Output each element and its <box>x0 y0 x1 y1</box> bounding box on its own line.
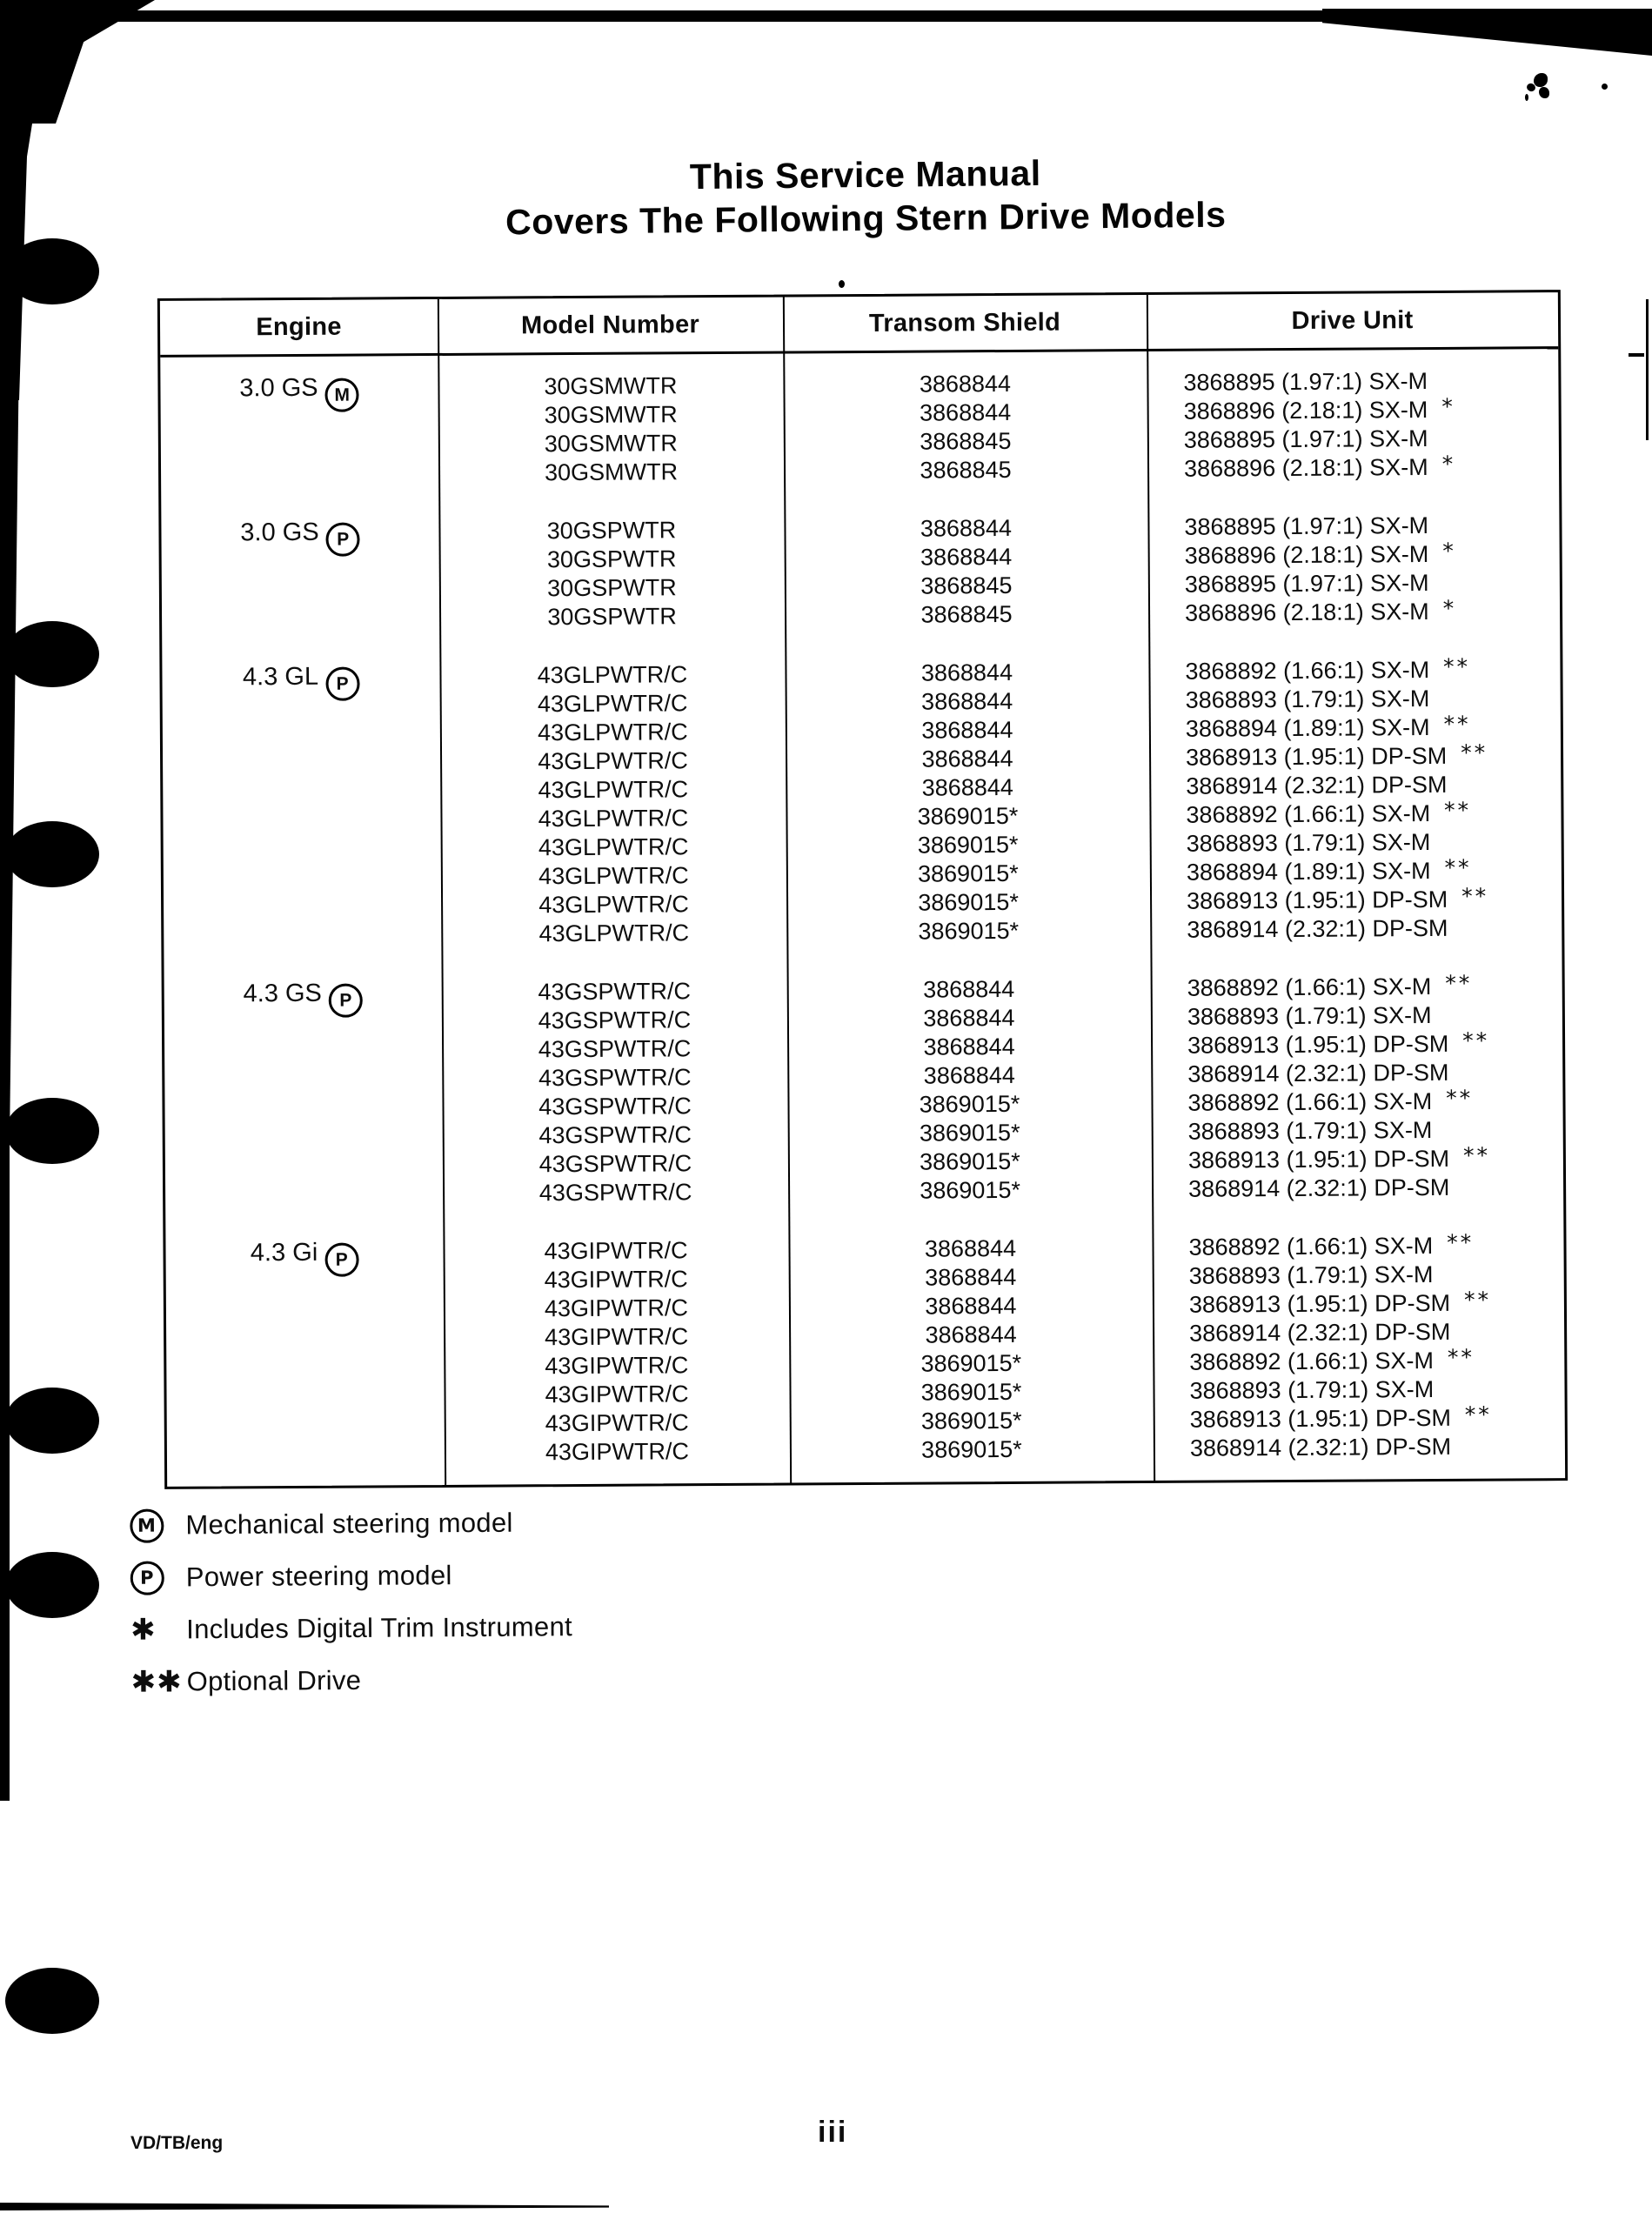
engine-cell <box>164 979 444 1210</box>
model-number: 30GSPWTR <box>546 517 677 545</box>
drive-unit-text: 3868896 (2.18:1) SX-M <box>1183 454 1428 482</box>
model-number: 43GIPWTR/C <box>545 1438 690 1466</box>
page-title <box>78 145 1652 249</box>
scan-speck <box>1629 353 1644 357</box>
drive-unit-entry <box>1187 827 1562 859</box>
model-number-cell <box>438 371 784 488</box>
scan-left-edge-strip <box>0 1114 10 1801</box>
transom-shield-number: 3868844 <box>921 716 1013 744</box>
engine-cell <box>161 518 439 634</box>
model-number: 43GSPWTR/C <box>538 1179 692 1207</box>
drive-unit-text: 3868892 (1.66:1) SX-M <box>1188 1233 1434 1261</box>
model-number: 43GLPWTR/C <box>538 862 689 890</box>
option-note-asterisk: ** <box>1461 739 1488 766</box>
drive-unit-entry <box>1184 511 1559 542</box>
model-number-cell <box>442 977 789 1208</box>
binder-hole <box>5 1388 99 1454</box>
table-header-row <box>160 292 1558 358</box>
drive-unit-text: 3868894 (1.89:1) SX-M <box>1186 858 1431 886</box>
drive-unit-text: 3868892 (1.66:1) SX-M <box>1187 973 1432 1001</box>
asterisk-icon: ✱✱ <box>130 1664 183 1700</box>
table-body <box>160 349 1565 1487</box>
model-number: 30GSPWTR <box>547 574 677 602</box>
legend-symbol <box>130 1561 186 1595</box>
page-title-line2: Covers The Following Stern Drive Models <box>505 194 1227 243</box>
transom-shield-cell <box>784 513 1148 631</box>
legend-symbol <box>130 1612 186 1647</box>
drive-unit-text: 3868892 (1.66:1) SX-M <box>1189 1348 1435 1375</box>
drive-unit-text: 3868895 (1.97:1) SX-M <box>1184 512 1429 540</box>
engine-cell <box>160 373 438 490</box>
drive-unit-text: 3868914 (2.32:1) DP-SM <box>1189 1433 1452 1461</box>
transom-shield-number: 3869015* <box>917 802 1019 830</box>
model-number: 30GSPWTR <box>546 545 677 573</box>
transom-shield-number: 3868844 <box>920 543 1013 571</box>
scan-top-right-shadow <box>1322 9 1652 56</box>
drive-unit-text: 3868892 (1.66:1) SX-M <box>1187 1088 1433 1116</box>
model-number-cell <box>438 516 785 632</box>
drive-unit-text: 3868892 (1.66:1) SX-M <box>1185 657 1430 685</box>
model-number: 43GSPWTR/C <box>538 978 692 1006</box>
transom-shield-number: 3868844 <box>921 773 1013 801</box>
option-note-asterisk: ** <box>1463 1287 1492 1313</box>
steering-type-icon: M <box>325 378 359 412</box>
scan-bottom-edge-line <box>0 2203 609 2210</box>
transom-shield-number: 3868844 <box>920 514 1013 542</box>
engine-name: 4.3 Gi <box>250 1238 318 1267</box>
drive-unit-entry <box>1187 1000 1562 1032</box>
drive-unit-text: 3868896 (2.18:1) SX-M <box>1183 397 1428 425</box>
model-number-cell <box>439 660 786 949</box>
option-note-asterisk: * <box>1441 393 1455 419</box>
model-number: 43GIPWTR/C <box>545 1352 689 1380</box>
transom-shield-number: 3868844 <box>921 745 1013 772</box>
drive-unit-text: 3868913 (1.95:1) DP-SM <box>1187 1145 1450 1174</box>
drive-unit-entry <box>1189 1346 1564 1377</box>
column-header-model-number: Model Number <box>520 310 700 339</box>
drive-unit-cell <box>1151 972 1564 1204</box>
transom-shield-number: 3869015* <box>919 1090 1020 1118</box>
steering-type-icon: P <box>325 667 359 701</box>
transom-shield-number: 3868845 <box>920 427 1012 455</box>
option-note-asterisk: ** <box>1444 854 1472 880</box>
model-number: 43GIPWTR/C <box>545 1323 689 1351</box>
drive-unit-entry <box>1184 424 1559 455</box>
steering-type-icon: M <box>130 1508 164 1542</box>
engine-name: 3.0 GS <box>239 373 318 403</box>
model-number: 43GSPWTR/C <box>538 1064 692 1092</box>
column-header-transom-shield: Transom Shield <box>868 308 1061 338</box>
drive-unit-entry <box>1187 1029 1562 1060</box>
transom-shield-cell <box>785 658 1150 947</box>
transom-shield-cell <box>787 974 1153 1207</box>
option-note-asterisk: ** <box>1443 653 1471 679</box>
transom-shield-number: 3869015* <box>920 1147 1020 1175</box>
steering-type-icon: P <box>326 523 360 557</box>
engine-group <box>160 366 1559 490</box>
binder-hole <box>5 1552 99 1618</box>
model-number: 43GIPWTR/C <box>544 1237 688 1265</box>
model-number: 43GLPWTR/C <box>538 891 689 919</box>
legend-label: Optional Drive <box>186 1664 362 1697</box>
drive-unit-text: 3868914 (2.32:1) DP-SM <box>1187 1059 1449 1087</box>
option-note-asterisk: ** <box>1462 1142 1491 1168</box>
engine-name: 4.3 GS <box>243 979 322 1008</box>
legend-label: Mechanical steering model <box>185 1507 513 1541</box>
drive-unit-text: 3868895 (1.97:1) SX-M <box>1184 570 1429 598</box>
stern-drive-models-table <box>157 290 1568 1489</box>
drive-unit-cell <box>1147 366 1559 484</box>
drive-unit-text: 3868893 (1.79:1) SX-M <box>1188 1261 1434 1289</box>
drive-unit-entry <box>1190 1432 1565 1463</box>
transom-shield-number: 3869015* <box>920 1378 1022 1406</box>
steering-type-icon: P <box>130 1561 164 1595</box>
drive-unit-entry <box>1188 1173 1563 1204</box>
drive-unit-entry <box>1186 741 1561 772</box>
binder-hole <box>5 821 99 887</box>
model-number: 43GLPWTR/C <box>538 747 688 775</box>
legend-label: Includes Digital Trim Instrument <box>186 1611 573 1645</box>
scan-right-edge-line <box>1646 299 1649 440</box>
engine-label <box>161 518 438 548</box>
legend-symbol <box>130 1508 185 1542</box>
engine-name: 4.3 GL <box>242 662 319 692</box>
transom-shield-number: 3869015* <box>921 1435 1022 1463</box>
drive-unit-text: 3868914 (2.32:1) DP-SM <box>1189 1318 1451 1347</box>
transom-shield-cell <box>783 369 1147 486</box>
model-number: 30GSMWTR <box>544 401 678 429</box>
drive-unit-entry <box>1189 1260 1564 1291</box>
drive-unit-entry <box>1188 1231 1563 1262</box>
drive-unit-entry <box>1187 885 1562 916</box>
transom-shield-number: 3869015* <box>917 831 1019 859</box>
footer-doc-code: VD/TB/eng <box>130 2133 224 2153</box>
drive-unit-text: 3868913 (1.95:1) DP-SM <box>1186 886 1448 914</box>
option-note-asterisk: * <box>1442 595 1457 621</box>
transom-shield-number: 3868844 <box>925 1321 1017 1348</box>
drive-unit-text: 3868893 (1.79:1) SX-M <box>1185 685 1430 713</box>
drive-unit-entry <box>1189 1288 1564 1320</box>
asterisk-icon: ✱ <box>130 1612 157 1648</box>
binder-hole <box>5 1098 99 1164</box>
transom-shield-number: 3868844 <box>923 1033 1015 1060</box>
option-note-asterisk: ** <box>1447 1344 1475 1370</box>
drive-unit-entry <box>1187 856 1562 887</box>
engine-group <box>164 972 1564 1210</box>
drive-unit-entry <box>1185 539 1560 571</box>
legend-symbol <box>130 1664 186 1699</box>
option-note-asterisk: ** <box>1443 711 1471 737</box>
transom-shield-number: 3868844 <box>924 1234 1017 1262</box>
model-number: 43GLPWTR/C <box>538 719 688 746</box>
scan-ink-blot <box>1525 71 1555 103</box>
drive-unit-cell <box>1148 655 1562 945</box>
model-number: 43GIPWTR/C <box>544 1266 688 1294</box>
model-number: 30GSMWTR <box>544 372 678 400</box>
drive-unit-entry <box>1189 1374 1564 1406</box>
model-number: 30GSMWTR <box>544 430 678 458</box>
transom-shield-number: 3869015* <box>919 1119 1020 1147</box>
model-number: 43GIPWTR/C <box>545 1381 689 1408</box>
transom-shield-number: 3868845 <box>920 572 1013 599</box>
engine-label <box>164 979 442 1009</box>
drive-unit-cell <box>1152 1231 1565 1463</box>
option-note-asterisk: ** <box>1462 1027 1490 1053</box>
model-number: 30GSPWTR <box>547 603 677 631</box>
model-number: 43GSPWTR/C <box>538 1150 692 1178</box>
transom-shield-number: 3868844 <box>925 1263 1017 1291</box>
drive-unit-entry <box>1185 597 1560 628</box>
transom-shield-number: 3869015* <box>917 859 1019 887</box>
transom-shield-number: 3868844 <box>923 1061 1015 1089</box>
drive-unit-entry <box>1186 799 1561 830</box>
option-note-asterisk: * <box>1442 538 1456 564</box>
drive-unit-entry <box>1184 395 1559 426</box>
drive-unit-text: 3868913 (1.95:1) DP-SM <box>1185 742 1448 771</box>
legend-item <box>130 1496 572 1552</box>
model-number: 43GLPWTR/C <box>538 920 690 947</box>
transom-shield-number: 3869015* <box>920 1349 1022 1377</box>
model-number: 43GLPWTR/C <box>537 690 688 718</box>
drive-unit-entry <box>1185 655 1560 686</box>
drive-unit-text: 3868893 (1.79:1) SX-M <box>1187 1002 1432 1030</box>
column-header-engine: Engine <box>256 312 342 341</box>
engine-group <box>165 1231 1565 1469</box>
engine-cell <box>162 662 441 951</box>
column-header-drive-unit: Drive Unit <box>1291 305 1414 335</box>
model-number: 43GLPWTR/C <box>538 805 689 833</box>
drive-unit-text: 3868914 (2.32:1) DP-SM <box>1186 771 1448 799</box>
scan-speck <box>1602 84 1608 90</box>
drive-unit-text: 3868894 (1.89:1) SX-M <box>1185 714 1430 742</box>
transom-shield-number: 3869015* <box>918 888 1019 916</box>
drive-unit-text: 3868895 (1.97:1) SX-M <box>1183 368 1428 396</box>
option-note-asterisk: * <box>1441 451 1456 477</box>
engine-label <box>165 1238 443 1268</box>
engine-group <box>162 655 1562 951</box>
model-number: 43GLPWTR/C <box>537 661 688 689</box>
scan-speck <box>839 280 845 288</box>
option-note-asterisk: ** <box>1461 883 1489 909</box>
drive-unit-text: 3868913 (1.95:1) DP-SM <box>1189 1404 1451 1433</box>
option-note-asterisk: ** <box>1464 1401 1492 1428</box>
transom-shield-number: 3868844 <box>921 687 1013 715</box>
drive-unit-text: 3868896 (2.18:1) SX-M <box>1184 599 1429 626</box>
drive-unit-entry <box>1183 366 1558 398</box>
drive-unit-text: 3868896 (2.18:1) SX-M <box>1184 541 1429 569</box>
transom-shield-number: 3869015* <box>920 1407 1022 1435</box>
model-number: 43GIPWTR/C <box>544 1294 689 1322</box>
legend <box>130 1496 572 1709</box>
drive-unit-entry <box>1187 1058 1562 1089</box>
legend-item <box>130 1653 572 1709</box>
transom-shield-number: 3868844 <box>919 370 1012 398</box>
steering-type-icon: P <box>329 984 363 1018</box>
drive-unit-entry <box>1189 1317 1564 1348</box>
drive-unit-text: 3868893 (1.79:1) SX-M <box>1187 1117 1433 1145</box>
model-number: 43GLPWTR/C <box>538 776 689 804</box>
legend-label: Power steering model <box>185 1560 452 1593</box>
model-number: 43GLPWTR/C <box>538 833 689 861</box>
option-note-asterisk: ** <box>1446 1085 1474 1111</box>
drive-unit-text: 3868914 (2.32:1) DP-SM <box>1187 914 1448 943</box>
model-number-cell <box>443 1236 790 1468</box>
model-number: 30GSMWTR <box>544 458 679 486</box>
engine-label <box>162 662 439 692</box>
binder-hole <box>5 621 99 687</box>
drive-unit-entry <box>1188 1115 1563 1147</box>
drive-unit-entry <box>1186 684 1561 715</box>
engine-group <box>161 511 1560 634</box>
drive-unit-entry <box>1187 913 1562 945</box>
drive-unit-entry <box>1184 452 1559 484</box>
legend-item <box>130 1601 572 1656</box>
drive-unit-text: 3868913 (1.95:1) DP-SM <box>1187 1030 1449 1059</box>
option-note-asterisk: ** <box>1445 970 1473 996</box>
model-number: 43GSPWTR/C <box>538 1035 692 1063</box>
drive-unit-entry <box>1187 1087 1562 1118</box>
steering-type-icon: P <box>324 1243 358 1277</box>
engine-cell <box>165 1238 445 1469</box>
transom-shield-number: 3868844 <box>925 1292 1017 1320</box>
option-note-asterisk: ** <box>1444 797 1472 823</box>
transom-shield-number: 3868844 <box>923 975 1015 1003</box>
transom-shield-number: 3868844 <box>920 398 1012 426</box>
scan-left-edge-strip <box>0 374 21 1157</box>
drive-unit-entry <box>1187 972 1562 1003</box>
transom-shield-number: 3869015* <box>918 917 1020 945</box>
model-number: 43GSPWTR/C <box>538 1006 692 1034</box>
drive-unit-text: 3868893 (1.79:1) SX-M <box>1186 829 1431 857</box>
drive-unit-entry <box>1190 1403 1565 1435</box>
transom-shield-number: 3868845 <box>920 600 1013 628</box>
drive-unit-text: 3868892 (1.66:1) SX-M <box>1186 800 1431 828</box>
binder-hole <box>5 1968 99 2034</box>
page-number: iii <box>818 2116 848 2149</box>
drive-unit-entry <box>1186 770 1561 801</box>
drive-unit-text: 3868893 (1.79:1) SX-M <box>1189 1375 1435 1404</box>
drive-unit-text: 3868914 (2.32:1) DP-SM <box>1188 1174 1450 1202</box>
legend-item <box>130 1548 572 1604</box>
model-number: 43GSPWTR/C <box>538 1093 692 1120</box>
page-title-line1: This Service Manual <box>689 152 1041 197</box>
option-note-asterisk: ** <box>1447 1229 1475 1255</box>
drive-unit-cell <box>1147 511 1560 628</box>
drive-unit-entry <box>1188 1144 1563 1175</box>
transom-shield-number: 3869015* <box>920 1176 1021 1204</box>
drive-unit-text: 3868913 (1.95:1) DP-SM <box>1188 1289 1451 1318</box>
engine-label <box>160 373 438 404</box>
transom-shield-number: 3868844 <box>923 1004 1015 1032</box>
engine-name: 3.0 GS <box>240 518 319 547</box>
drive-unit-entry <box>1185 568 1560 599</box>
transom-shield-cell <box>788 1234 1154 1466</box>
transom-shield-number: 3868844 <box>920 659 1013 686</box>
model-number: 43GIPWTR/C <box>545 1409 689 1437</box>
drive-unit-text: 3868895 (1.97:1) SX-M <box>1183 425 1428 453</box>
transom-shield-number: 3868845 <box>920 456 1012 484</box>
drive-unit-entry <box>1186 712 1561 744</box>
model-number: 43GSPWTR/C <box>538 1121 692 1149</box>
